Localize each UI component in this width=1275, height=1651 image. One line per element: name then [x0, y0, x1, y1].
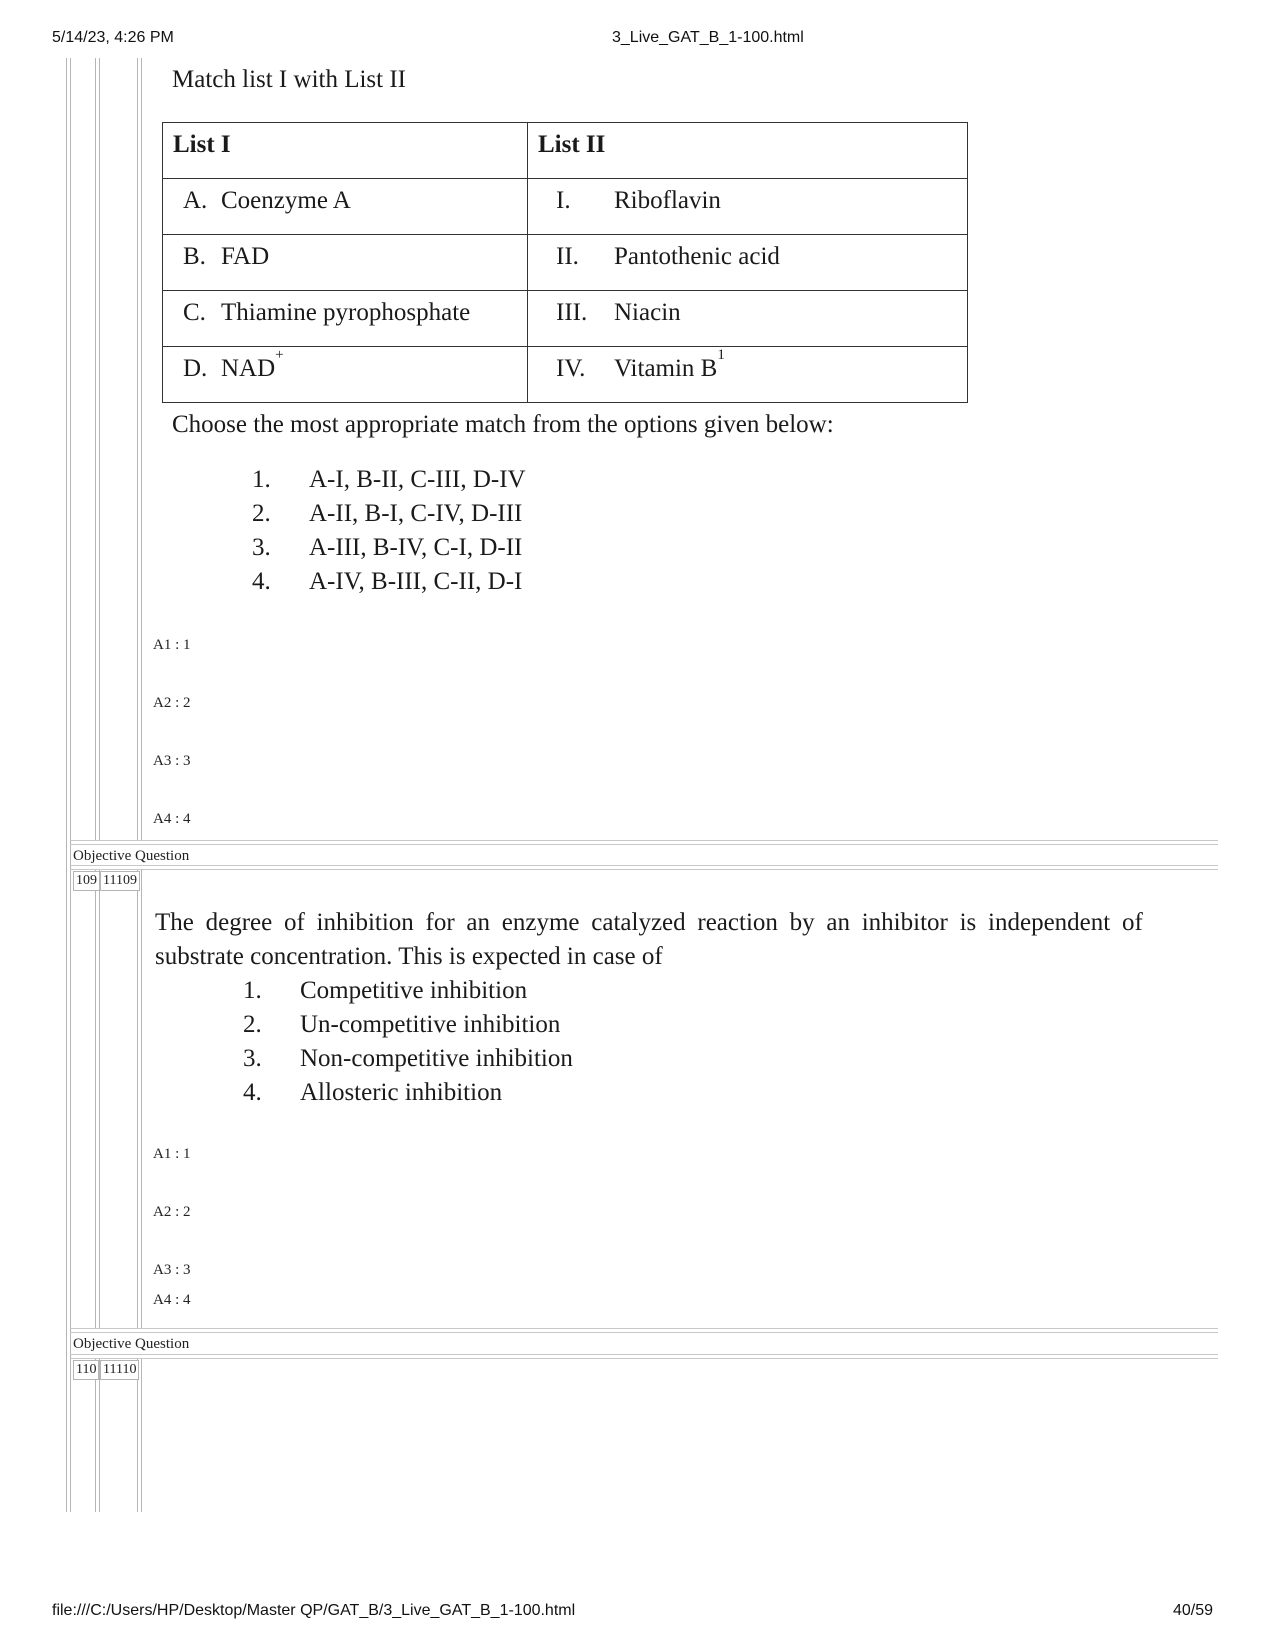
question-number: 109: [73, 871, 100, 891]
match-table-row: [163, 291, 968, 347]
list2-text: Pantothenic acid: [614, 243, 780, 270]
frame-line: [95, 1359, 96, 1512]
option-number: 1.: [243, 977, 262, 1004]
question-prompt: Match list I with List II: [172, 66, 406, 93]
frame-line: [95, 870, 96, 1328]
option-text: A-I, B-II, C-III, D-IV: [309, 466, 526, 493]
frame-line: [99, 58, 100, 840]
list1-cell: [163, 291, 528, 347]
option-text: Non-competitive inhibition: [300, 1045, 573, 1072]
answer-option: A3 : 3: [153, 753, 191, 769]
match-table-row: [163, 179, 968, 235]
question-id: 11110: [100, 1360, 139, 1380]
question-text: The degree of inhibition for an enzyme catalyzed reaction by an inhibitor is independent of: [155, 909, 1143, 936]
option-number: 1.: [252, 466, 271, 493]
frame-line: [66, 58, 67, 1512]
list1-superscript: +: [275, 347, 284, 363]
frame-line: [95, 58, 96, 840]
question-text: substrate concentration. This is expected in case of: [155, 943, 663, 970]
print-datetime: 5/14/23, 4:26 PM: [52, 29, 174, 46]
list2-cell: [528, 235, 968, 291]
row-divider: [70, 865, 1218, 866]
answer-option: A4 : 4: [153, 811, 191, 827]
option-text: A-IV, B-III, C-II, D-I: [309, 568, 523, 595]
question-id: 11109: [100, 871, 140, 891]
answer-option: A3 : 3: [153, 1262, 191, 1278]
list1-letter: C.: [183, 299, 206, 326]
option-number: 2.: [252, 500, 271, 527]
option-number: 3.: [252, 534, 271, 561]
list1-text: Thiamine pyrophosphate: [221, 299, 471, 326]
frame-line: [137, 58, 138, 840]
list1-text: FAD: [221, 243, 270, 270]
list1-text: NAD: [221, 355, 276, 382]
frame-line: [137, 870, 138, 1328]
list1-letter: B.: [183, 243, 206, 270]
frame-line: [137, 1359, 138, 1512]
question-type-label: Objective Question: [73, 848, 190, 864]
question-number: 110: [73, 1360, 99, 1380]
list1-letter: D.: [183, 355, 208, 382]
list1-cell: [163, 179, 528, 235]
list1-text: Coenzyme A: [221, 187, 351, 214]
frame-line: [70, 58, 71, 1512]
answer-option: A4 : 4: [153, 1292, 191, 1308]
option-text: A-III, B-IV, C-I, D-II: [309, 534, 523, 561]
row-divider: [70, 1328, 1218, 1329]
list1-header: List I: [173, 131, 231, 158]
list1-cell: [163, 347, 528, 403]
list2-header-cell: [528, 123, 968, 179]
row-divider: [70, 1354, 1218, 1355]
list2-roman: III.: [556, 299, 588, 326]
frame-line: [141, 58, 142, 840]
answer-option: A2 : 2: [153, 1204, 191, 1220]
list2-roman: IV.: [556, 355, 586, 382]
option-number: 2.: [243, 1011, 262, 1038]
answer-option: A2 : 2: [153, 695, 191, 711]
row-divider: [70, 844, 1218, 845]
frame-line: [141, 1359, 142, 1512]
list2-roman: I.: [556, 187, 571, 214]
option-text: A-II, B-I, C-IV, D-III: [309, 500, 523, 527]
match-table-row: [163, 347, 968, 403]
print-page-number: 40/59: [1173, 1602, 1214, 1619]
option-number: 4.: [243, 1079, 262, 1106]
row-divider: [70, 1332, 1218, 1333]
print-file-path: file:///C:/Users/HP/Desktop/Master QP/GAT_B/3_Live_GAT_B_1-100.html: [52, 1602, 576, 1619]
list2-header: List II: [538, 131, 606, 158]
answer-option: A1 : 1: [153, 637, 191, 653]
list2-text: Niacin: [614, 299, 681, 326]
option-number: 3.: [243, 1045, 262, 1072]
question-type-label: Objective Question: [73, 1336, 190, 1352]
option-text: Un-competitive inhibition: [300, 1011, 561, 1038]
print-filename: 3_Live_GAT_B_1-100.html: [612, 29, 804, 46]
match-table-header-row: [163, 123, 968, 179]
list1-letter: A.: [183, 187, 208, 214]
row-divider: [70, 1358, 1218, 1359]
list2-cell: [528, 347, 968, 403]
option-text: Allosteric inhibition: [300, 1079, 503, 1106]
list1-cell: [163, 235, 528, 291]
list2-text: Vitamin B: [614, 355, 718, 382]
list2-cell: [528, 291, 968, 347]
list2-roman: II.: [556, 243, 579, 270]
frame-line: [99, 1359, 100, 1512]
answer-option: A1 : 1: [153, 1146, 191, 1162]
row-divider: [70, 869, 1218, 870]
frame-line: [99, 870, 100, 1328]
list2-subscript: 1: [717, 347, 725, 363]
list2-cell: [528, 179, 968, 235]
list2-text: Riboflavin: [614, 187, 721, 214]
match-table: [162, 122, 968, 403]
frame-line: [141, 870, 142, 1328]
row-divider: [70, 840, 1218, 841]
match-table-row: [163, 235, 968, 291]
question-instruction: Choose the most appropriate match from the options given below:: [172, 411, 834, 438]
option-text: Competitive inhibition: [300, 977, 528, 1004]
option-number: 4.: [252, 568, 271, 595]
list1-header-cell: [163, 123, 528, 179]
